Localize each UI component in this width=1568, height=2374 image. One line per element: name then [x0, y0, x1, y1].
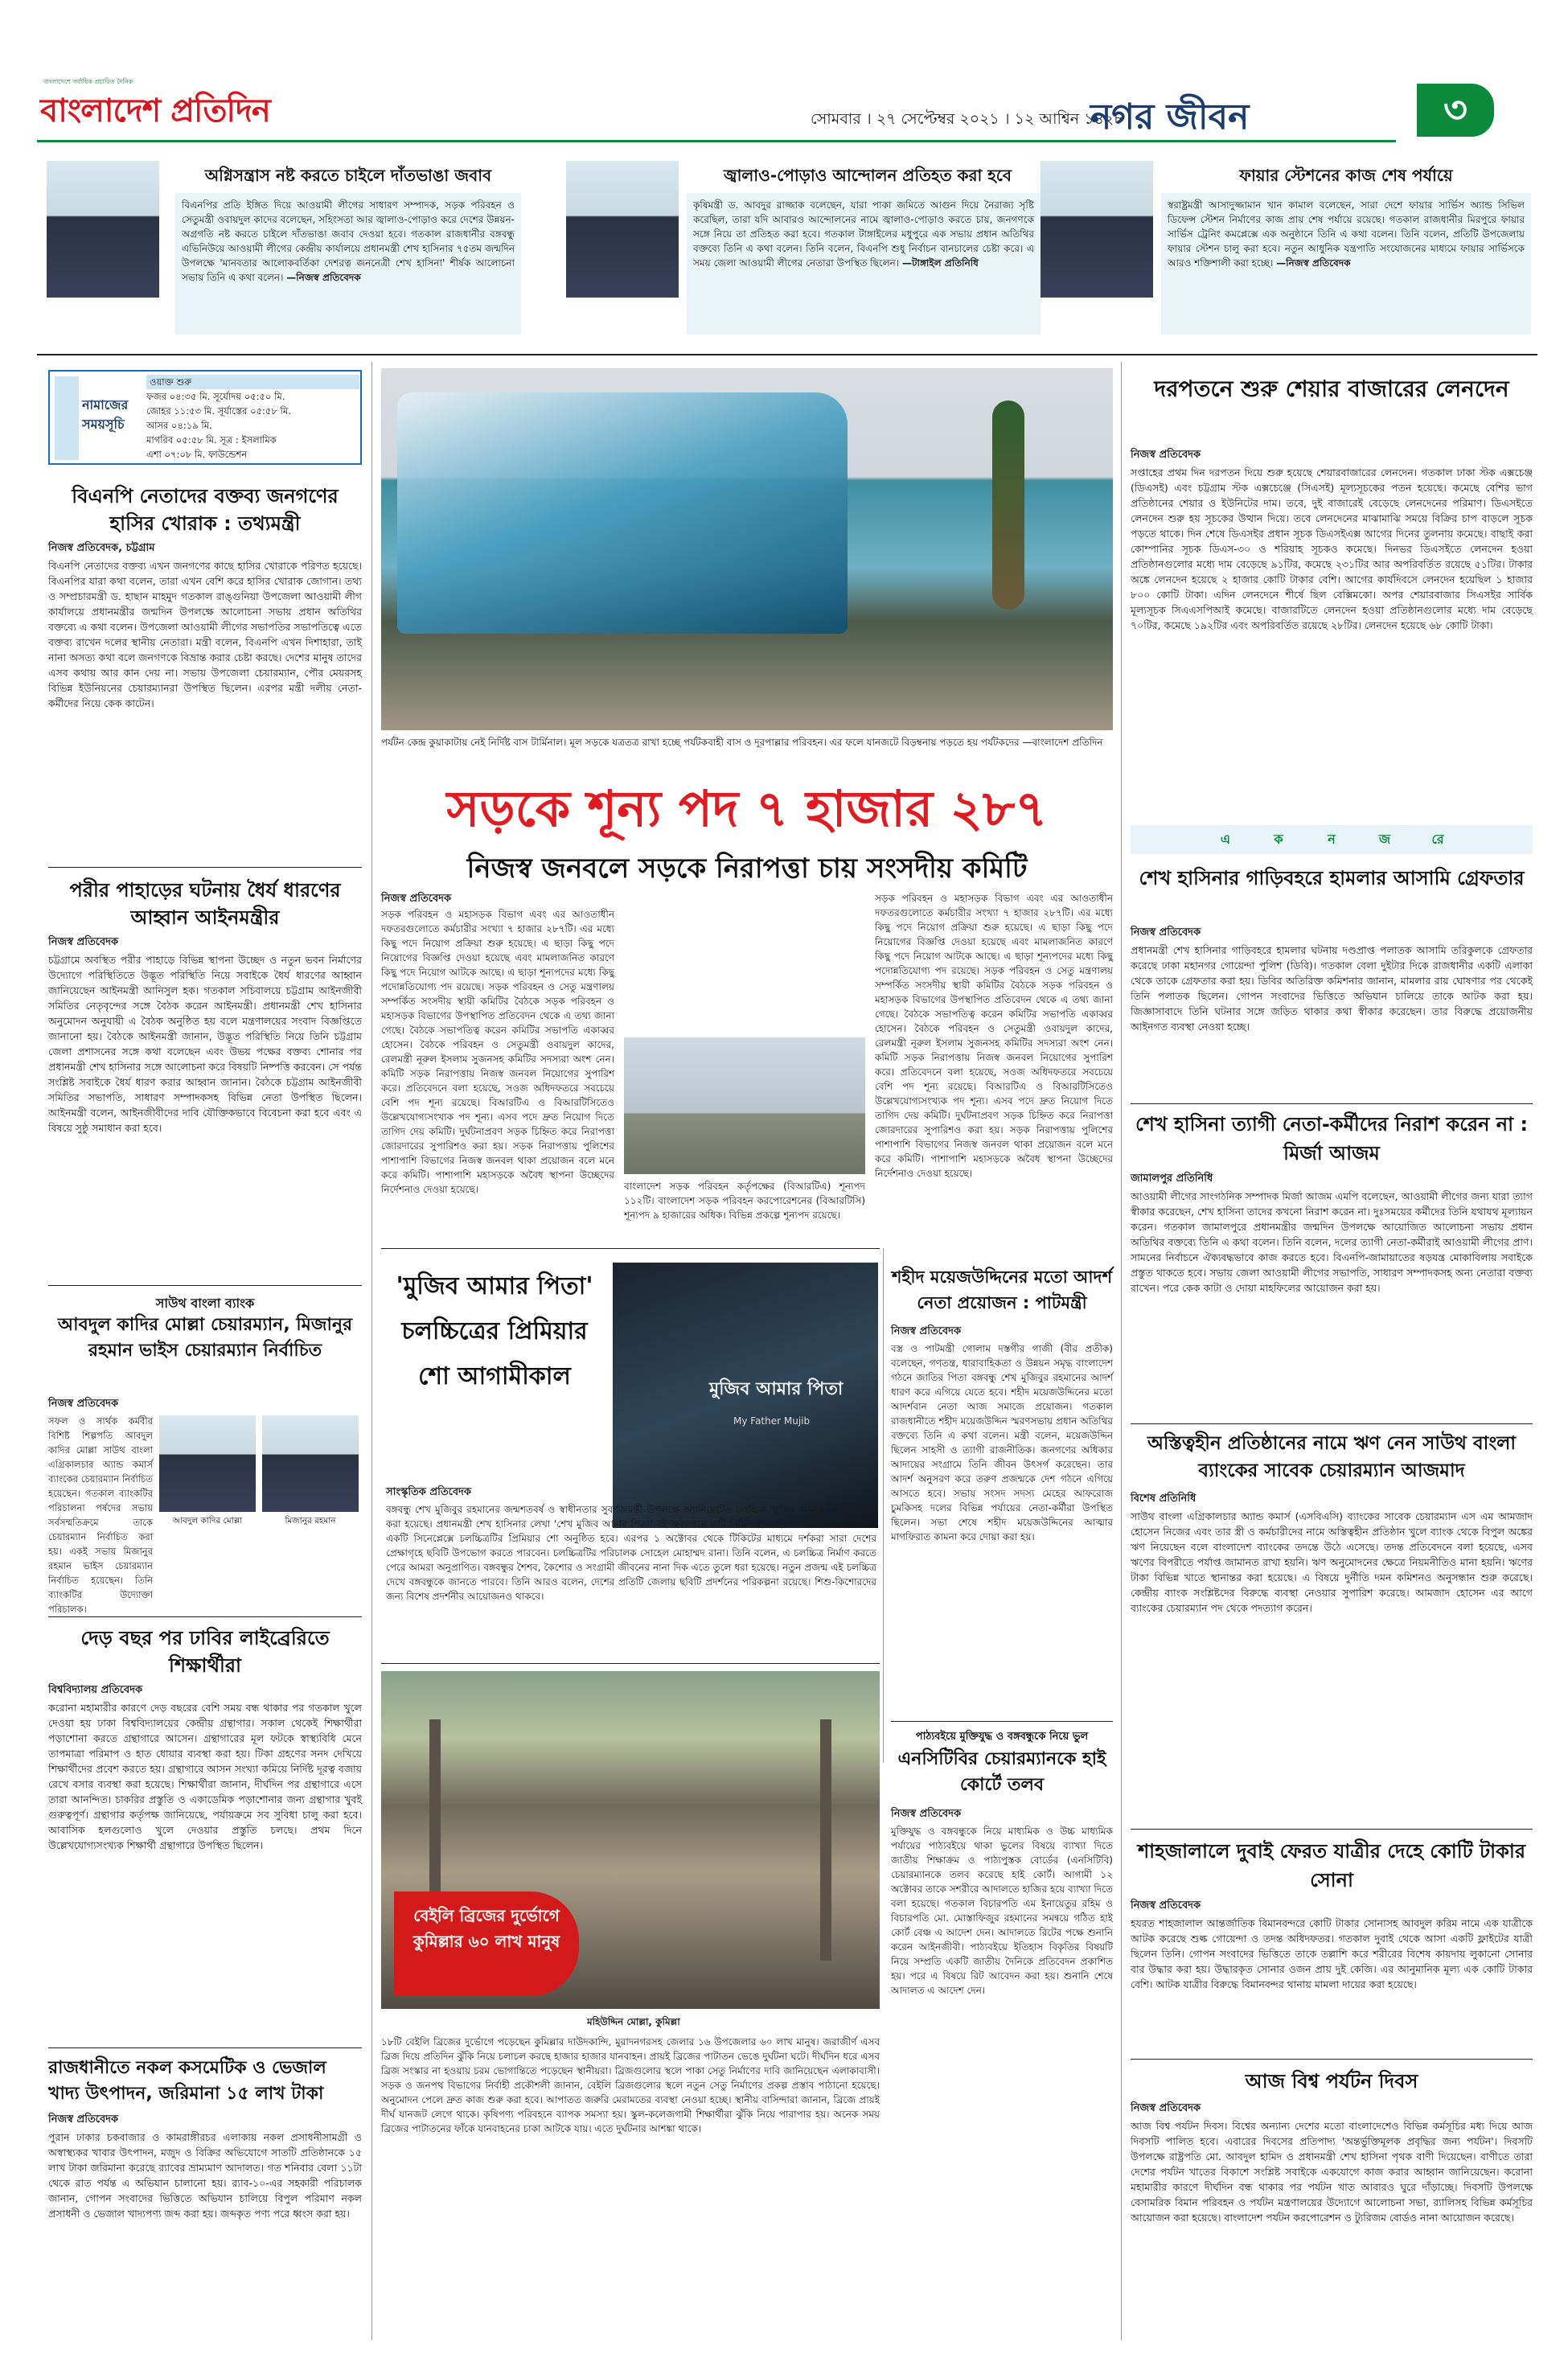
top-story-razzak	[566, 153, 1049, 346]
article-body: হযরত শাহজালাল আন্তর্জাতিক বিমানবন্দরে কোটি টাকার সোনাসহ আবদুল করিম নামে এক যাত্রীকে আটক করেছে শুল্ক গোয়েন্দা ও তদন্ত অধিদফতর। গতকাল দুবাই থেকে আসা একটি ফ্লাইটের যাত্রী ছিলেন তিনি। গোপন সংবাদের ভিত্তিতে তাকে তল্লাশি করে শরীরের বিশেষ কায়দায় লুকানো সোনার বার উদ্ধার করা হয়। উদ্ধারকৃত সোনার ওজন প্রায় দুই কেজি। এর আনুমানিক মূল্য এক কোটি টাকার বেশি। আটক যাত্রীর বিরুদ্ধে বিমানবন্দর থানায় মামলা দায়ের করা হয়েছে।	[1131, 1917, 1533, 1990]
film-headline-box	[386, 1264, 603, 1473]
article-byline: নিজস্ব প্রতিবেদক	[1131, 926, 1201, 939]
top-body: বিএনপির প্রতি ইঙ্গিত দিয়ে আওয়ামী লীগের সাধারণ সম্পাদক, সড়ক পরিবহন ও সেতুমন্ত্রী ওবায়দুল কাদের বলেছেন, সহিংসতা আর জ্বালাও-পোড়াও করে দেশের উন্নয়ন-অগ্রগতি নষ্ট করতে চাইলে দাঁতভাঙা জবাব দেওয়া হবে। গতকাল রাজধানীর বঙ্গবন্ধু এভিনিউয়ে আওয়ামী লীগের কেন্দ্রীয় কার্যালয়ে প্রধানমন্ত্রী শেখ হাসিনার ৭৫তম জন্মদিন উপলক্ষে 'মানবতার আলোকবর্তিকা দেশরত্ন জননেত্রী শেখ হাসিনা' শীর্ষক আলোচনা সভায় তিনি এ কথা বলেন। —নিজস্ব প্রতিবেদক	[175, 193, 521, 335]
portrait-photo	[159, 1415, 256, 1512]
article-byline: নিজস্ব প্রতিবেদক	[48, 936, 119, 948]
article-body: করোনা মহামারীর কারণে দেড় বছরের বেশি সময় বন্ধ থাকার পর গতকাল খুলে দেওয়া হয় ঢাকা বিশ্ববিদ্যালয়ের কেন্দ্রীয় গ্রন্থাগার। সকাল থেকেই শিক্ষার্থীরা পড়াশোনা করতে গ্রন্থাগারে আসেন। গ্রন্থাগারের মূল ফটকে স্বাস্থ্যবিধি মেনে তাপমাত্রা পরিমাপ ও হাত ধোয়ার ব্যবস্থা করা হয়। টিকা গ্রহণের সনদ দেখিয়ে শিক্ষার্থীদের প্রবেশ করতে হয়। গ্রন্থাগারে আসন সংখ্যা কমিয়ে নির্দিষ্ট দূরত্ব বজায় রেখে বসার ব্যবস্থা করা হয়েছে। শিক্ষার্থীরা জানান, দীর্ঘদিন পর গ্রন্থাগারে এসে তারা আনন্দিত। চাকরির প্রস্তুতি ও একাডেমিক পড়াশোনার জন্য গ্রন্থাগার খুবই গুরুত্বপূর্ণ। গ্রন্থাগার কর্তৃপক্ষ জানিয়েছে, পর্যায়ক্রমে সব সুবিধা চালু করা হবে। আবাসিক হলগুলোও খুলে দেওয়ার প্রস্তুতি চলছে। প্রথম দিনে উল্লেখযোগ্যসংখ্যক শিক্ষার্থী গ্রন্থাগারে উপস্থিত ছিলেন।	[48, 1702, 362, 1851]
divider	[48, 1285, 362, 1286]
portrait-photo	[1041, 161, 1153, 298]
article-headline: রাজধানীতে নকল কসমেটিক ও ভেজাল খাদ্য উৎপাদন, জরিমানা ১৫ লাখ টাকা	[48, 2058, 326, 2104]
article-headline: আজ বিশ্ব পর্যটন দিবস	[1245, 2070, 1418, 2093]
divider	[1131, 2059, 1533, 2060]
masthead-date: সোমবার । ২৭ সেপ্টেম্বর ২০২১ । ১২ আশ্বিন ১৪২৮	[811, 110, 1124, 128]
top-body: কৃষিমন্ত্রী ড. আবদুর রাজ্জাক বলেছেন, যারা পাকা জমিতে আগুন দিয়ে নৈরাজ্য সৃষ্টি করেছিল, তারা যদি আবারও আন্দোলনের নামে জ্বালাও-পোড়াও করতে চায়, জনগণকে সঙ্গে নিয়ে তা প্রতিহত করা হবে। গতকাল টাঙ্গাইলের মধুপুরে এক সভায় প্রধান অতিথির বক্তব্যে তিনি এ কথা বলেন। তিনি বলেন, বিএনপি শুধু নির্বাচন বানচালের চেষ্টা করে। এ সময় জেলা আওয়ামী লীগের নেতারা উপস্থিত ছিলেন। —টাঙ্গাইল প্রতিনিধি	[687, 193, 1041, 335]
bridge-body: ১৮টি বেইলি ব্রিজের দুর্ভোগে পড়েছেন কুমিল্লার দাউদকান্দি, মুরাদনগরসহ জেলার ১৬ উপজেলার ৬০ লাখ মানুষ। জরাজীর্ণ এসব ব্রিজ দিয়ে প্রতিদিন ঝুঁকি নিয়ে চলাচল করছে হাজার হাজার যানবাহন। প্রায়ই ব্রিজের পাটাতন ভেঙে দুর্ঘটনা ঘটে। দীর্ঘদিন ধরে এসব ব্রিজ সংস্কার না হওয়ায় চরম ভোগান্তিতে পড়েছেন স্থানীয়রা। ব্রিজগুলোর স্থলে পাকা সেতু নির্মাণের দাবি জানিয়েছেন এলাকাবাসী। সড়ক ও জনপথ বিভাগের নির্বাহী প্রকৌশলী জানান, বেইলি ব্রিজগুলোর স্থলে নতুন সেতু নির্মাণের প্রকল্প প্রস্তাব পাঠানো হয়েছে। অনুমোদন পেলে দ্রুত কাজ শুরু করা হবে। আপাতত জরুরি মেরামতের ব্যবস্থা নেওয়া হচ্ছে। স্থানীয় বাসিন্দারা জানান, ব্রিজে প্রায়ই দীর্ঘ যানজট লেগে থাকে। কৃষিপণ্য পরিবহনে ব্যাপক সমস্যা হয়। স্কুল-কলেজগামী শিক্ষার্থীরা ঝুঁকি নিয়ে পারাপার হয়। অনেক সময় ব্রিজের পাটাতনের ফাঁকে যানবাহনের চাকা আটকে যায়। এতে দুর্ঘটনার আশঙ্কা থাকে।	[381, 2036, 880, 2134]
article-body: চট্টগ্রামে অবস্থিত পরীর পাহাড়ে বিভিন্ন স্থাপনা উচ্ছেদ ও নতুন ভবন নির্মাণের উদ্যোগে পরিস্থিতিতে উদ্ভূত পরিস্থিতি নিয়ে সবাইকে ধৈর্য ধারণের আহ্বান জানিয়েছেন আইনমন্ত্রী আনিসুল হক। গতকাল সচিবালয়ে চট্টগ্রাম আইনজীবী সমিতির নেতৃবৃন্দের সঙ্গে বৈঠক করেন আইনমন্ত্রী। প্রধানমন্ত্রী শেখ হাসিনার অনুমোদন অনুযায়ী এ বৈঠক অনুষ্ঠিত হয় বলে মন্ত্রণালয়ের সংবাদ বিজ্ঞপ্তিতে জানানো হয়। বৈঠকে আইনমন্ত্রী জানান, উদ্ভূত পরিস্থিতি নিয়ে তিনি চট্টগ্রাম জেলা প্রশাসনের সঙ্গে কথা বলেছেন এবং উভয় পক্ষের বক্তব্য শোনার পর প্রধানমন্ত্রী শেখ হাসিনার সঙ্গে আলোচনা করে বিষয়টি নিষ্পত্তি করবেন। সে পর্যন্ত সংশ্লিষ্ট সবাইকে ধৈর্য ধারণ করার আহ্বান জানান। বৈঠকে চট্টগ্রাম আইনজীবী সমিতির সভাপতি, সাধারণ সম্পাদকসহ বিভিন্ন নেতা উপস্থিত ছিলেন। আইনমন্ত্রী বলেন, আইনজীবীদের দাবি যৌক্তিকভাবে বিবেচনা করা হবে এবং এ বিষয়ে সুষ্ঠু সমাধান করা হবে।	[48, 954, 362, 1134]
divider	[48, 1616, 362, 1617]
column-rule	[1121, 362, 1122, 2340]
article-byline: নিজস্ব প্রতিবেদক	[1131, 1900, 1201, 1912]
portrait-photo	[566, 161, 679, 298]
article-body: সাউথ বাংলা এগ্রিকালচার অ্যান্ড কমার্স (এসবিএসি) ব্যাংকের সাবেক চেয়ারম্যান এস এম আমজাদ হোসেন নিজের এবং তার স্ত্রী ও কর্মচারীদের নামে অস্তিত্বহীন প্রতিষ্ঠান খুলে ব্যাংক থেকে বিপুল অঙ্কের ঋণ নিয়েছেন বলে বাংলাদেশ ব্যাংকের তদন্তে উঠে এসেছে। তদন্ত প্রতিবেদনে বলা হয়েছে, এসব ঋণের বিপরীতে পর্যাপ্ত জামানত রাখা হয়নি। ঋণ অনুমোদনের ক্ষেত্রে নিয়মনীতিও মানা হয়নি। ঋণের টাকা বিভিন্ন খাতে স্থানান্তর করা হয়েছে। এ বিষয়ে দুর্নীতি দমন কমিশনও অনুসন্ধান শুরু করেছে। কেন্দ্রীয় ব্যাংক সংশ্লিষ্টদের বিরুদ্ধে ব্যবস্থা নেওয়ার সুপারিশ করেছে। আমজাদ হোসেন এর আগে ব্যাংকের চেয়ারম্যান পদ থেকে পদত্যাগ করেন।	[1131, 1510, 1533, 1614]
top-story-kamal	[1041, 153, 1539, 346]
article-headline: অস্তিত্বহীন প্রতিষ্ঠানের নামে ঋণ নেন সাউথ বাংলা ব্যাংকের সাবেক চেয়ারম্যান আজমাদ	[1147, 1433, 1517, 1481]
photo-caption: আবদুল কাদির মোল্লা	[172, 1516, 243, 1526]
article-headline: দরপতনে শুরু শেয়ার বাজারের লেনদেন	[1154, 376, 1509, 402]
column-rule	[371, 362, 372, 2340]
section-title: নগর জীবন	[1090, 97, 1250, 138]
top-headline: জ্বালাও-পোড়াও আন্দোলন প্রতিহত করা হবে	[724, 166, 1012, 185]
article-headline: বিএনপি নেতাদের বক্তব্য জনগণের হাসির খোরাক : তথ্যমন্ত্রী	[72, 485, 339, 535]
top-divider	[37, 354, 1537, 355]
portrait-photo	[47, 161, 159, 298]
portrait-photo	[262, 1415, 359, 1512]
inset-caption: বাংলাদেশ সড়ক পরিবহন কর্তৃপক্ষের (বিআরটিএ) শূন্যপদ ১১২টি। বাংলাদেশ সড়ক পরিবহন করপোরেশনের (বিআরটিসি) শূন্যপদ ৯ হাজারের অধিক। বিভিন্ন প্রকল্পে শূন্যপদ রয়েছে।	[624, 1181, 865, 1221]
article-headline: শাহজালালে দুবাই ফেরত যাত্রীর দেহে কোটি টাকার সোনা	[1137, 1840, 1526, 1891]
article-kicker: সাউথ বাংলা ব্যাংক	[155, 1296, 255, 1311]
bridge-byline: মহিউদ্দিন মোল্লা, কুমিল্লা	[587, 2016, 680, 2027]
top-body: স্বরাষ্ট্রমন্ত্রী আসাদুজ্জামান খান কামাল বলেছেন, সারা দেশে ফায়ার সার্ভিস অ্যান্ড সিভিল ডিফেন্স স্টেশন নির্মাণের কাজ প্রায় শেষ পর্যায়ে রয়েছে। গতকাল রাজধানীর মিরপুরে ফায়ার সার্ভিস ট্রেনিং কমপ্লেক্সে এক অনুষ্ঠানে তিনি এ কথা বলেন। তিনি বলেন, প্রতিটি উপজেলায় ফায়ার স্টেশন চালু করা হবে। নতুন আধুনিক যন্ত্রপাতি সংযোজনের মাধ্যমে ফায়ার সার্ভিসকে আরও শক্তিশালী করা হচ্ছে। —নিজস্ব প্রতিবেদক	[1161, 193, 1531, 335]
hc-byline: নিজস্ব প্রতিবেদক	[891, 1808, 962, 1820]
divider	[381, 1663, 880, 1664]
poster-subtitle: My Father Mujib	[733, 1415, 811, 1427]
divider	[48, 2047, 362, 2048]
divider	[891, 1721, 1113, 1722]
divider	[1131, 1103, 1533, 1104]
page-number-badge: ৩	[1417, 84, 1494, 137]
divider	[1131, 1829, 1533, 1830]
hc-headline: এনসিটিবির চেয়ারম্যানকে হাই কোর্টে তলব	[897, 1749, 1106, 1795]
palm-tree	[992, 400, 1024, 610]
lead-body-col1: সড়ক পরিবহন ও মহাসড়ক বিভাগ এবং এর আওতাধীন দফতরগুলোতে কর্মচারীর সংখ্যা ৭ হাজার ২৮৭টি। এর মধ্যে কিছু পদে নিয়োগ প্রক্রিয়া শুরু হয়েছে। এ ছাড়া কিছু পদে নিয়োগের বিজ্ঞপ্তি দেওয়া হয়েছে এবং মামলাজনিত কারণে কিছু পদে নিয়োগ আটকে আছে। এ ছাড়া শূন্যপদের মধ্যে কিছু পদোন্নতিযোগ্য পদ রয়েছে। সড়ক পরিবহন ও সেতু মন্ত্রণালয় সম্পর্কিত সংসদীয় স্থায়ী কমিটির বৈঠকে সড়ক পরিবহন ও মহাসড়ক বিভাগের উপস্থাপিত প্রতিবেদন থেকে এ তথ্য জানা গেছে। বৈঠকে সভাপতিত্ব করেন কমিটির সভাপতি একাব্বর হোসেন। বৈঠকে পরিবহন ও সেতুমন্ত্রী ওবায়দুল কাদের, রেলমন্ত্রী নূরুল ইসলাম সুজনসহ কমিটির সদস্যরা অংশ নেন। কমিটি সড়ক নিরাপত্তায় নিজস্ব জনবল নিয়োগের সুপারিশ করে। প্রতিবেদনে বলা হয়েছে, সওজ অধিদফতরে সবচেয়ে বেশি পদ শূন্য রয়েছে। বিআরটিএ ও বিআরটিসিতেও উল্লেখযোগ্যসংখ্যক পদ শূন্য। এসব পদে দ্রুত নিয়োগ দিতে তাগিদ দেয় কমিটি। দুর্ঘটনাপ্রবণ সড়ক চিহ্নিত করে নিরাপত্তা জোরদারের সুপারিশও করা হয়। সড়ক নিরাপত্তায় পুলিশের পাশাপাশি বিভাগের নিজস্ব জনবল থাকা প্রয়োজন বলে মনে করে কমিটি। পাশাপাশি মহাসড়কে অবৈধ স্থাপনা উচ্ছেদের নির্দেশনাও দেওয়া হয়েছে।	[381, 909, 614, 1195]
divider	[1131, 1423, 1533, 1424]
shahid-byline: নিজস্ব প্রতিবেদক	[891, 1325, 962, 1337]
prayer-title: নামাজের সময়সূচি	[82, 397, 129, 432]
bus-shape	[397, 392, 848, 634]
film-byline: সাংস্কৃতিক প্রতিবেদক	[386, 1486, 471, 1498]
masthead-logo: বাংলাদেশ প্রতিদিন	[40, 92, 270, 129]
article-byline: নিজস্ব প্রতিবেদক	[1131, 449, 1201, 461]
article-body: প্রধানমন্ত্রী শেখ হাসিনার গাড়িবহরে হামলার ঘটনায় দণ্ডপ্রাপ্ত পলাতক আসামি তরিকুলকে গ্রেফতার করেছে ঢাকা মহানগর গোয়েন্দা পুলিশ (ডিবি)। গতকাল বেলা দুইটার দিকে রাজধানীর একটি এলাকা থেকে তাকে গ্রেফতার করা হয়। ডিবির অতিরিক্ত কমিশনার জানান, মামলার রায় ঘোষণার পর থেকেই তিনি পলাতক ছিলেন। গোপন সংবাদের ভিত্তিতে অভিযান চালিয়ে তাকে আটক করা হয়। জিজ্ঞাসাবাদে তিনি ঘটনার সঙ্গে জড়িত থাকার কথা স্বীকার করেছেন। তার বিরুদ্ধে প্রয়োজনীয় আইনগত ব্যবস্থা নেওয়া হচ্ছে।	[1131, 944, 1533, 1033]
article-byline: বিশ্ববিদ্যালয় প্রতিবেদক	[48, 1684, 143, 1696]
parliament-photo	[624, 1037, 865, 1174]
article-body: আজ বিশ্ব পর্যটন দিবস। বিশ্বের অন্যান্য দেশের মতো বাংলাদেশেও বিভিন্ন কর্মসূচির মধ্য দিয়ে আজ দিবসটি পালিত হবে। এবারের দিবসের প্রতিপাদ্য 'অন্তর্ভুক্তিমূলক প্রবৃদ্ধির জন্য পর্যটন'। দিবসটি উপলক্ষে রাষ্ট্রপতি মো. আবদুল হামিদ ও প্রধানমন্ত্রী শেখ হাসিনা পৃথক বাণী দিয়েছেন। বাণীতে তারা দেশের পর্যটন খাতের বিকাশে সংশ্লিষ্ট সবাইকে একযোগে কাজ করার আহ্বান জানিয়েছেন। করোনা মহামারীর কারণে দীর্ঘদিন বন্ধ থাকার পর পর্যটন খাত আবারও ঘুরে দাঁড়াচ্ছে। দিবসটি উপলক্ষে বেসামরিক বিমান পরিবহন ও পর্যটন মন্ত্রণালয়ের উদ্যোগে আলোচনা সভা, র‌্যালিসহ বিভিন্ন কর্মসূচির আয়োজন করা হয়েছে। বাংলাদেশ পর্যটন করপোরেশন ও ট্যুরিজম বোর্ডও নানা আয়োজন করেছে।	[1131, 2120, 1533, 2224]
lead-byline: নিজস্ব প্রতিবেদক	[381, 893, 452, 905]
film-poster	[613, 1263, 878, 1528]
lead-headline: সড়কে শূন্য পদ ৭ হাজার ২৮৭	[446, 779, 1048, 838]
photo-caption: মিজানুর রহমান	[285, 1516, 336, 1526]
right-column	[1131, 370, 1533, 2340]
ekonjore-ticker: এ ক ন জ রে	[1131, 825, 1533, 854]
top-headline: অগ্নিসন্ত্রাস নষ্ট করতে চাইলে দাঁতভাঙা জবাব	[204, 166, 492, 185]
top-headline: ফায়ার স্টেশনের কাজ শেষ পর্যায়ে	[1239, 166, 1453, 185]
article-headline: আবদুল কাদির মোল্লা চেয়ারম্যান, মিজানুর রহমান ভাইস চেয়ারম্যান নির্বাচিত	[57, 1315, 353, 1361]
article-body: বিএনপি নেতাদের বক্তব্য এখন জনগণের কাছে হাসির খোরাকে পরিণত হয়েছে। বিএনপির যারা কথা বলেন, তারা এখন বেশি করে হাসির খোরাক জোগান। তথ্য ও সম্প্রচারমন্ত্রী ড. হাছান মাহমুদ গতকাল রাঙ্গুনিয়া উপজেলা আওয়ামী লীগ কার্যালয়ে প্রধানমন্ত্রীর জন্মদিন উপলক্ষে আলোচনা সভায় প্রধান অতিথির বক্তব্যে এ কথা বলেন। উপজেলা আওয়ামী লীগের সভাপতির সভাপতিত্বে এতে বক্তব্য রাখেন দলের স্থানীয় নেতারা। মন্ত্রী বলেন, বিএনপি এখন দিশাহারা, তাই নানা অসত্য কথা বলে জনগণকে বিভ্রান্ত করার চেষ্টা করছে। দেশের মানুষ তাদের এসব কথায় আর কান দেয় না। সভায় উপজেলা চেয়ারম্যান, পৌর মেয়রসহ বিভিন্ন ইউনিয়নের চেয়ারম্যানরা উপস্থিত ছিলেন। এরপর মন্ত্রী দলীয় নেতা-কর্মীদের নিয়ে কেক কাটেন।	[48, 560, 362, 709]
article-byline: নিজস্ব প্রতিবেদক	[1131, 2102, 1201, 2114]
article-headline: দেড় বছর পর ঢাবির লাইব্রেরিতে শিক্ষার্থীরা	[80, 1627, 330, 1677]
divider	[48, 867, 362, 868]
masthead	[37, 66, 1533, 143]
film-body: বঙ্গবন্ধু শেখ মুজিবুর রহমানের জন্মশতবর্ষ ও স্বাধীনতার সুবর্ণজয়ন্তী উপলক্ষে অ্যানিমেটেড চলচ্চিত্র 'মুজিব আমার পিতা' নির্মাণ করা হয়েছে। প্রধানমন্ত্রী শেখ হাসিনার লেখা 'শেখ মুজিব আমার পিতা' বই অবলম্বনে এটি নির্মিত হয়েছে। আগামীকাল রাজধানীর একটি সিনেপ্লেক্সে চলচ্চিত্রটির প্রিমিয়ার শো অনুষ্ঠিত হবে। এরপর ১ অক্টোবর থেকে টিকিটের মাধ্যমে দর্শকরা সারা দেশের প্রেক্ষাগৃহে ছবিটি উপভোগ করতে পারবেন। চলচ্চিত্রটির পরিচালক সোহেল মোহাম্মদ রানা। তিনি বলেন, এ চলচ্চিত্র নির্মাণ করতে পেরে আমরা অনুপ্রাণিত। বঙ্গবন্ধুর শৈশব, কৈশোর ও সংগ্রামী জীবনের নানা দিক এতে তুলে ধরা হয়েছে। নতুন প্রজন্ম এই চলচ্চিত্র দেখে বঙ্গবন্ধুকে জানতে পারবে। তিনি আরও বলেন, দেশের প্রতিটি জেলায় ছবিটি প্রদর্শনের পরিকল্পনা রয়েছে। শিশু-কিশোরদের জন্য বিশেষ প্রদর্শনীর আয়োজনও থাকবে।	[386, 1504, 876, 1602]
article-body: সপ্তাহের প্রথম দিন দরপতন দিয়ে শুরু হয়েছে শেয়ারবাজারের লেনদেন। গতকাল ঢাকা স্টক এক্সচেঞ্জ (ডিএসই) এবং চট্টগ্রাম স্টক এক্সচেঞ্জে (সিএসই) মূল্যসূচকের পতন হয়েছে। কমেছে বেশির ভাগ প্রতিষ্ঠানের শেয়ার ও ইউনিটের দাম। তবে, দুই বাজারেই বেড়েছে লেনদেনের পরিমাণ। ডিএসইতে লেনদেন শুরু হয় সূচকের উত্থান দিয়ে। তবে লেনদেনের মাঝামাঝি সময়ে বিক্রির চাপ বাড়লে সূচক পড়তে থাকে। দিন শেষে ডিএসইর প্রধান সূচক ডিএসইএক্স আগের দিনের তুলনায় কমেছে। বাছাই করা কোম্পানির সূচক ডিএস-৩০ ও শরিয়াহ সূচকও কমেছে। দিনভর ডিএসইতে লেনদেন হওয়া প্রতিষ্ঠানগুলোর মধ্যে দাম বেড়েছে ৯১টির, কমেছে ২৩১টির আর অপরিবর্তিত রয়েছে ৫১টির। টাকার অঙ্কে লেনদেন হয়েছে ২ হাজার কোটি টাকার বেশি। আগের কার্যদিবসে লেনদেন হয়েছিল ১ হাজার ৮০০ কোটি টাকা। এদিন লেনদেনে শীর্ষে ছিল বেক্সিমকো। অপর শেয়ারবাজার সিএসইর সার্বিক মূল্যসূচক সিএএসপিআই কমেছে। বাজারটিতে লেনদেন হওয়া প্রতিষ্ঠানগুলোর মধ্যে দাম বেড়েছে ৭০টির, কমেছে ১৯২টির এবং অপরিবর্তিত রয়েছে ২৮টির। লেনদেন হয়েছে ৬৮ কোটি টাকা।	[1131, 466, 1533, 631]
article-headline: শেখ হাসিনার গাড়িবহরে হামলার আসামি গ্রেফতার	[1139, 867, 1525, 889]
shahid-headline: শহীদ ময়েজউদ্দিনের মতো আদর্শ নেতা প্রয়োজন : পাটমন্ত্রী	[891, 1267, 1112, 1312]
article-byline: নিজস্ব প্রতিবেদক, চট্টগ্রাম	[48, 542, 155, 554]
masthead-tagline: বাংলাদেশে সর্বাধিক প্রচারিত দৈনিক	[43, 78, 133, 85]
masthead-rule	[37, 140, 1396, 142]
poster-title: মুজিব আমার পিতা	[709, 1379, 844, 1399]
mosque-icon	[55, 376, 79, 460]
prayer-rows: ওয়াক্ত শুরু ফজর ০৪:৩৫ মি. সূর্যোদয় ০৫:৫০ মি. জোহর ১১:৫৩ মি. সূর্যাস্তের ০৫:৫৮ মি. আসর ০৪:১৯ মি. মাগরিব ০৫:৫৮ মি. সূত্র : ইসলামিক এশা ০৭:০৮ মি. ফাউন্ডেশন	[146, 375, 359, 462]
lead-body-col3: সড়ক পরিবহন ও মহাসড়ক বিভাগ এবং এর আওতাধীন দফতরগুলোতে কর্মচারীর সংখ্যা ৭ হাজার ২৮৭টি। এর মধ্যে কিছু পদে নিয়োগ প্রক্রিয়া শুরু হয়েছে। এ ছাড়া কিছু পদে নিয়োগের বিজ্ঞপ্তি দেওয়া হয়েছে এবং মামলাজনিত কারণে কিছু পদে নিয়োগ আটকে আছে। এ ছাড়া শূন্যপদের মধ্যে কিছু পদোন্নতিযোগ্য পদ রয়েছে। সড়ক পরিবহন ও সেতু মন্ত্রণালয় সম্পর্কিত সংসদীয় স্থায়ী কমিটির বৈঠকে সড়ক পরিবহন ও মহাসড়ক বিভাগের উপস্থাপিত প্রতিবেদন থেকে এ তথ্য জানা গেছে। বৈঠকে সভাপতিত্ব করেন কমিটির সভাপতি একাব্বর হোসেন। বৈঠকে পরিবহন ও সেতুমন্ত্রী ওবায়দুল কাদের, রেলমন্ত্রী নূরুল ইসলাম সুজনসহ কমিটির সদস্যরা অংশ নেন। কমিটি সড়ক নিরাপত্তায় নিজস্ব জনবল নিয়োগের সুপারিশ করে। প্রতিবেদনে বলা হয়েছে, সওজ অধিদফতরে সবচেয়ে বেশি পদ শূন্য রয়েছে। বিআরটিএ ও বিআরটিসিতেও উল্লেখযোগ্যসংখ্যক পদ শূন্য। এসব পদে দ্রুত নিয়োগ দিতে তাগিদ দেয় কমিটি। দুর্ঘটনাপ্রবণ সড়ক চিহ্নিত করে নিরাপত্তা জোরদারের সুপারিশও করা হয়। সড়ক নিরাপত্তায় পুলিশের পাশাপাশি বিভাগের নিজস্ব জনবল থাকা প্রয়োজন বলে মনে করে কমিটি। পাশাপাশি মহাসড়কে অবৈধ স্থাপনা উচ্ছেদের নির্দেশনাও দেওয়া হয়েছে।	[875, 893, 1113, 1179]
article-byline: বিশেষ প্রতিনিধি	[1131, 1493, 1197, 1505]
article-byline: নিজস্ব প্রতিবেদক	[48, 1398, 119, 1410]
hc-kicker: পাঠ্যবইয়ে মুক্তিযুদ্ধ ও বঙ্গবন্ধুকে নিয়ে ভুল	[915, 1731, 1089, 1743]
article-body: পুরান ঢাকার চকবাজার ও কামরাঙ্গীরচর এলাকায় নকল প্রসাধনীসামগ্রী ও অস্বাস্থ্যকর খাবার উৎপাদন, মজুদ ও বিক্রির অভিযোগে সাতটি প্রতিষ্ঠানকে ১৫ লাখ টাকা জরিমানা করেছে র‌্যাবের ভ্রাম্যমাণ আদালত। গত শনিবার বেলা ১১টা থেকে রাত পর্যন্ত এ অভিযান চালানো হয়। র‌্যাব-১০-এর সহকারী পরিচালক জানান, গোপন সংবাদের ভিত্তিতে অভিযান চালিয়ে বিপুল পরিমাণ নকল প্রসাধনী ও ভেজাল খাদ্যপণ্য জব্দ করা হয়। জব্দকৃত পণ্য পরে ধ্বংস করা হয়।	[48, 2131, 362, 2220]
lead-subheadline: নিজস্ব জনবলে সড়কে নিরাপত্তা চায় সংসদীয় কমিটি	[466, 852, 1028, 885]
article-body: সফল ও সার্থক কর্মবীর বিশিষ্ট শিল্পপতি আবদুল কাদির মোল্লা সাউথ বাংলা এগ্রিকালচার অ্যান্ড কমার্স ব্যাংকের চেয়ারম্যান নির্বাচিত হয়েছেন। গতকাল ব্যাংকটির পরিচালনা পর্ষদের সভায় সর্বসম্মতিক্রমে তাকে চেয়ারম্যান নির্বাচিত করা হয়। একই সভায় মিজানুর রহমান ভাইস চেয়ারম্যান নির্বাচিত হয়েছেন। তিনি ব্যাংকটির উদ্যোক্তা পরিচালক।	[48, 1415, 153, 1615]
divider	[381, 1248, 880, 1249]
shahid-body: বস্ত্র ও পাটমন্ত্রী গোলাম দস্তগীর গাজী (বীর প্রতীক) বলেছেন, গণতন্ত্র, ধারাবাহিকতা ও উন্নয়ন সমৃদ্ধ বাংলাদেশ গঠনে জাতির পিতা বঙ্গবন্ধু শেখ মুজিবুর রহমানের আদর্শ ধারণ করে এগিয়ে যেতে হবে। শহীদ ময়েজউদ্দিনের মতো আদর্শবান নেতা আজ সমাজে প্রয়োজন। গতকাল রাজধানীতে শহীদ ময়েজউদ্দিন স্মরণসভায় প্রধান অতিথির বক্তব্যে তিনি এ কথা বলেন। মন্ত্রী বলেন, ময়েজউদ্দিন ছিলেন সাহসী ও ত্যাগী রাজনীতিক। জনগণের অধিকার আদায়ের সংগ্রামে তিনি জীবন উৎসর্গ করেছেন। তার আদর্শ অনুসরণ করে তরুণ প্রজন্মকে দেশ গঠনে এগিয়ে আসতে হবে। সভায় সংসদ সদস্য মেহের আফরোজ চুমকিসহ দলের বিভিন্ন পর্যায়ের নেতা-কর্মীরা উপস্থিত ছিলেন। সভা শেষে শহীদ ময়েজউদ্দিনের আত্মার মাগফিরাত কামনা করে দোয়া করা হয়।	[891, 1343, 1113, 1542]
bridge-kicker-badge: বেইলি ব্রিজের দুর্ভোগে কুমিল্লার ৬০ লাখ মানুষ	[394, 1891, 579, 1996]
photo-caption: পর্যটন কেন্দ্র কুয়াকাটায় নেই নির্দিষ্ট বাস টার্মিনাল। মূল সড়কে যত্রতত্র রাখা হচ্ছে পর্যটকবাহী বাস ও দূরপাল্লার পরিবহন। এর ফলে যানজটে বিড়ম্বনায় পড়তে হয় পর্যটকদের —বাংলাদেশ প্রতিদিন	[381, 737, 1103, 748]
article-byline: জামালপুর প্রতিনিধি	[1131, 1173, 1213, 1185]
top-story-quader	[47, 153, 529, 346]
bus-terminal-photo	[381, 368, 1113, 730]
article-headline: শেখ হাসিনা ত্যাগী নেতা-কর্মীদের নিরাশ করেন না : মির্জা আজম	[1135, 1113, 1529, 1164]
article-byline: নিজস্ব প্রতিবেদক	[48, 2113, 119, 2126]
column-rule	[883, 1248, 884, 1763]
article-headline: পরীর পাহাড়ের ঘটনায় ধৈর্য ধারণের আহ্বান আইনমন্ত্রীর	[69, 879, 341, 929]
left-column	[48, 483, 362, 2332]
article-body: আওয়ামী লীগের সাংগঠনিক সম্পাদক মির্জা আজম এমপি বলেছেন, আওয়ামী লীগের জন্য যারা ত্যাগ স্বীকার করেছেন, শেখ হাসিনা তাদের কখনো নিরাশ করেন না। দুঃসময়ের কর্মীদের তিনি যথাযথ মূল্যায়ন করেন। গতকাল জামালপুরে প্রধানমন্ত্রীর জন্মদিন উপলক্ষে আয়োজিত আলোচনা সভায় প্রধান অতিথির বক্তব্যে তিনি এ কথা বলেন। তিনি বলেন, দলের ত্যাগী নেতা-কর্মীরাই আওয়ামী লীগের প্রাণ। সামনের নির্বাচনে ঐক্যবদ্ধভাবে কাজ করতে হবে। বিএনপি-জামায়াতের ষড়যন্ত্র মোকাবিলায় সবাইকে প্রস্তুত থাকতে হবে। সভায় জেলা আওয়ামী লীগের সভাপতি, সাধারণ সম্পাদকসহ অন্য নেতারা বক্তব্য রাখেন। পরে কেক কাটা ও দোয়া মাহফিলের আয়োজন করা হয়।	[1131, 1190, 1533, 1294]
hc-body: মুক্তিযুদ্ধ ও বঙ্গবন্ধুকে নিয়ে মাধ্যমিক ও উচ্চ মাধ্যমিক পর্যায়ের পাঠ্যবইয়ে থাকা ভুলের বিষয়ে ব্যাখ্যা দিতে জাতীয় শিক্ষাক্রম ও পাঠ্যপুস্তক বোর্ডের (এনসিটিবি) চেয়ারম্যানকে তলব করেছে হাই কোর্ট। আগামী ১২ অক্টোবর তাকে সশরীরে আদালতে হাজির হয়ে ব্যাখ্যা দিতে বলা হয়েছে। গতকাল বিচারপতি এম ইনায়েতুর রহিম ও বিচারপতি মো. মোস্তাফিজুর রহমানের সমন্বয়ে গঠিত হাই কোর্ট বেঞ্চ এ আদেশ দেন। আদালতে রিটের পক্ষে শুনানি করেন আইনজীবী। পাঠ্যবইয়ে ইতিহাস বিকৃতির বিষয়টি নিয়ে সম্প্রতি একটি জাতীয় দৈনিকে প্রতিবেদন প্রকাশিত হয়। পরে এ বিষয়ে রিট আবেদন করা হয়। শুনানি শেষে আদালত এ আদেশ দেন।	[891, 1826, 1113, 1996]
film-headline: 'মুজিব আমার পিতা' চলচ্চিত্রের প্রিমিয়ার শো আগামীকাল	[396, 1272, 593, 1390]
prayer-times-box	[48, 370, 362, 465]
